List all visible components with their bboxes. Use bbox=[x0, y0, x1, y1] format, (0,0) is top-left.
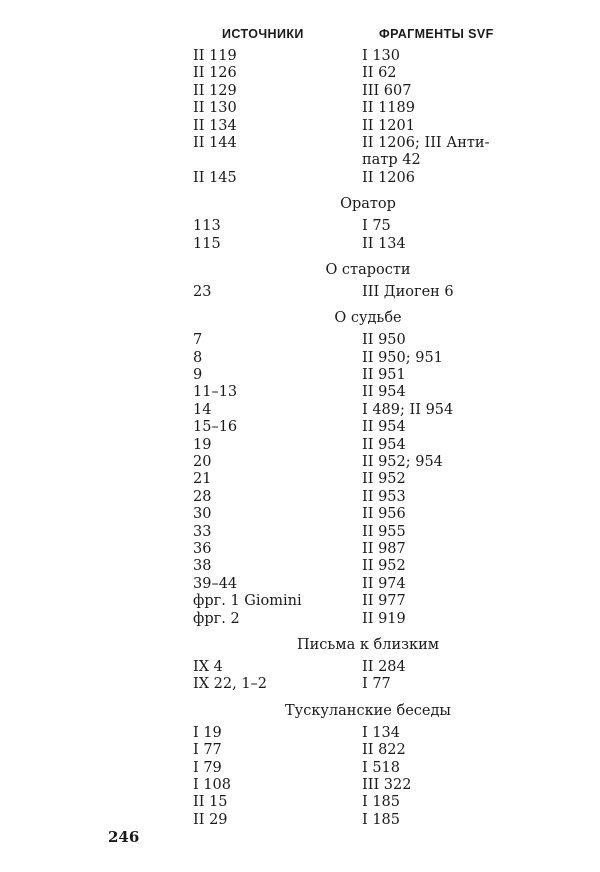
svf-fragment-reference: I 489; II 954 bbox=[362, 401, 454, 418]
column-header-sources: ИСТОЧНИКИ bbox=[222, 27, 304, 41]
source-reference: 11–13 bbox=[193, 384, 238, 401]
source-reference: II 145 bbox=[193, 169, 237, 186]
source-reference: фрг. 1 Giomini bbox=[193, 593, 302, 610]
column-header-fragments: ФРАГМЕНТЫ SVF bbox=[379, 27, 494, 41]
index-row bbox=[193, 454, 513, 471]
svf-fragment-reference: II 953 bbox=[362, 488, 406, 505]
section-title: О судьбе bbox=[334, 310, 402, 327]
svf-fragment-reference: II 134 bbox=[362, 235, 406, 252]
source-reference: 8 bbox=[193, 349, 203, 366]
source-reference: I 108 bbox=[193, 776, 232, 793]
index-row bbox=[193, 284, 513, 301]
svf-fragment-reference: II 822 bbox=[362, 742, 406, 759]
index-row bbox=[193, 659, 513, 676]
index-row bbox=[193, 760, 513, 777]
svf-fragment-reference: II 952 bbox=[362, 558, 406, 575]
index-row bbox=[193, 402, 513, 419]
index-row bbox=[193, 48, 513, 65]
index-row bbox=[193, 524, 513, 541]
svf-fragment-reference: II 977 bbox=[362, 593, 406, 610]
index-row bbox=[193, 100, 513, 117]
source-reference: 15–16 bbox=[193, 419, 238, 436]
source-reference: 7 bbox=[193, 332, 203, 349]
source-reference: 115 bbox=[193, 235, 221, 252]
source-reference: 36 bbox=[193, 541, 212, 557]
source-reference: IX 22, 1–2 bbox=[193, 676, 268, 693]
svf-fragment-reference: I 130 bbox=[362, 48, 401, 64]
page-number: 246 bbox=[108, 828, 140, 846]
index-row bbox=[193, 541, 513, 558]
source-reference: 39–44 bbox=[193, 575, 238, 592]
svf-fragment-reference: II 284 bbox=[362, 658, 406, 675]
svf-fragment-reference: II 950; 951 bbox=[362, 349, 443, 366]
index-row bbox=[193, 794, 513, 811]
source-reference: 9 bbox=[193, 367, 203, 384]
source-reference: II 144 bbox=[193, 134, 237, 151]
source-reference: 28 bbox=[193, 488, 212, 505]
svf-fragment-reference: II 954 bbox=[362, 436, 406, 453]
index-row bbox=[193, 558, 513, 575]
index-row bbox=[193, 489, 513, 506]
source-reference: 30 bbox=[193, 506, 212, 523]
svf-fragment-reference: I 134 bbox=[362, 724, 401, 741]
svf-fragment-reference: II 954 bbox=[362, 384, 406, 401]
svf-fragment-reference: II 951 bbox=[362, 367, 406, 384]
index-row bbox=[193, 777, 513, 794]
section-title: Письма к близким bbox=[296, 636, 440, 653]
source-reference: I 79 bbox=[193, 759, 222, 776]
svf-fragment-reference: I 75 bbox=[362, 218, 391, 235]
svf-fragment-reference: II 956 bbox=[362, 506, 406, 523]
source-reference: I 19 bbox=[193, 724, 222, 741]
svf-fragment-reference: II 950 bbox=[362, 332, 406, 349]
source-reference: II 134 bbox=[193, 117, 237, 134]
svf-fragment-reference: II 955 bbox=[362, 523, 406, 540]
svf-fragment-reference: II 952 bbox=[362, 471, 406, 488]
index-row bbox=[193, 471, 513, 488]
svf-fragment-reference: II 987 bbox=[362, 541, 406, 557]
svf-fragment-reference: II 1189 bbox=[362, 100, 415, 117]
index-row bbox=[193, 576, 513, 593]
svf-fragment-reference: I 77 bbox=[362, 676, 391, 693]
index-row bbox=[193, 83, 513, 100]
source-reference: 21 bbox=[193, 471, 212, 488]
source-reference: IX 4 bbox=[193, 658, 223, 675]
section-title: Оратор bbox=[340, 196, 396, 213]
source-reference: 20 bbox=[193, 454, 212, 471]
index-row bbox=[193, 332, 513, 349]
svf-fragment-reference: II 954 bbox=[362, 419, 406, 436]
svf-fragment-reference: I 185 bbox=[362, 811, 401, 828]
svf-fragment-reference: II 1206 bbox=[362, 169, 415, 186]
source-reference: 38 bbox=[193, 558, 212, 575]
index-row bbox=[193, 725, 513, 742]
source-reference: 113 bbox=[193, 218, 221, 235]
index-row bbox=[193, 350, 513, 367]
section-title: Тускуланские беседы bbox=[285, 702, 451, 719]
index-row bbox=[193, 384, 513, 401]
svf-fragment-reference: II 952; 954 bbox=[362, 454, 443, 471]
source-reference: 19 bbox=[193, 436, 212, 453]
index-row bbox=[193, 170, 513, 187]
source-reference: II 29 bbox=[193, 811, 228, 828]
source-reference: 23 bbox=[193, 283, 212, 300]
svf-fragment-reference: III Диоген 6 bbox=[362, 283, 454, 300]
index-row bbox=[193, 506, 513, 523]
source-reference: фрг. 2 bbox=[193, 610, 240, 627]
index-row bbox=[193, 419, 513, 436]
svf-fragment-reference: I 518 bbox=[362, 759, 401, 776]
svf-fragment-reference: II 919 bbox=[362, 610, 406, 627]
index-row bbox=[193, 118, 513, 135]
svf-fragment-reference: II 1206; III Анти-патр 42 bbox=[362, 134, 490, 169]
source-reference: 33 bbox=[193, 523, 212, 540]
svf-fragment-reference: II 1201 bbox=[362, 117, 415, 134]
source-reference: 14 bbox=[193, 401, 212, 418]
index-table bbox=[193, 48, 513, 829]
source-reference: I 77 bbox=[193, 742, 222, 759]
index-row bbox=[193, 676, 513, 693]
index-row bbox=[193, 65, 513, 82]
svf-fragment-reference: III 607 bbox=[362, 82, 412, 99]
svf-fragment-reference: I 185 bbox=[362, 794, 401, 811]
index-row bbox=[193, 812, 513, 829]
index-row bbox=[193, 437, 513, 454]
section-title: О старости bbox=[325, 261, 411, 278]
source-reference: II 119 bbox=[193, 48, 237, 64]
index-row bbox=[193, 367, 513, 384]
source-reference: II 15 bbox=[193, 794, 228, 811]
source-reference: II 129 bbox=[193, 82, 237, 99]
index-row bbox=[193, 135, 513, 170]
index-row bbox=[193, 611, 513, 628]
svf-fragment-reference: II 974 bbox=[362, 575, 406, 592]
index-row bbox=[193, 593, 513, 610]
index-row bbox=[193, 218, 513, 235]
source-reference: II 126 bbox=[193, 65, 237, 82]
index-row bbox=[193, 742, 513, 759]
source-reference: II 130 bbox=[193, 100, 237, 117]
svf-fragment-reference: III 322 bbox=[362, 776, 412, 793]
svf-fragment-reference: II 62 bbox=[362, 65, 397, 82]
index-row bbox=[193, 236, 513, 253]
